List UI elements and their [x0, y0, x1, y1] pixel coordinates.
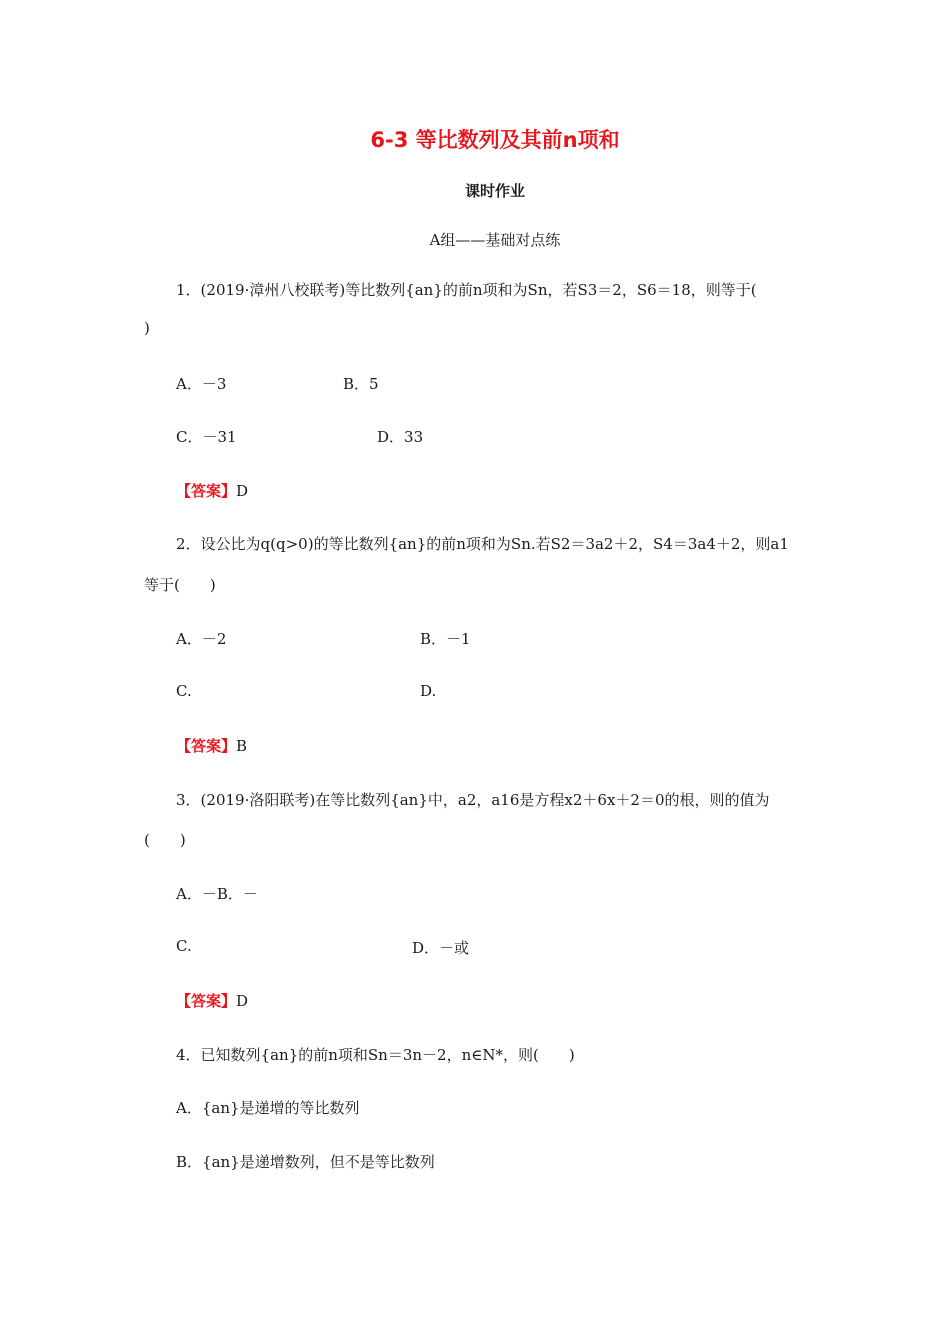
group-heading: A组——基础对点练	[429, 231, 561, 249]
q1-answer	[176, 480, 248, 501]
q1-option-a: A．－3	[176, 375, 227, 393]
answer-label: 【答案】	[176, 737, 237, 755]
q3-stem: 3．(2019·洛阳联考)在等比数列{an}中，a2，a16是方程x2＋6x＋2＝0的根，则的值为	[176, 791, 770, 809]
page-title: 6-3 等比数列及其前n项和	[370, 128, 620, 152]
q1-stem: 1．(2019·漳州八校联考)等比数列{an}的前n项和为Sn，若S3＝2，S6＝18，则等于(	[176, 281, 757, 299]
q2-stem-cont: 等于( )	[144, 576, 216, 594]
q2-stem: 2．设公比为q(q>0)的等比数列{an}的前n项和为Sn.若S2＝3a2＋2，S4＝3a4＋2，则a1	[176, 535, 789, 553]
q2-option-b: B．－1	[420, 630, 471, 648]
q1-stem-cont: )	[144, 319, 150, 337]
answer-label: 【答案】	[176, 482, 237, 500]
answer-label: 【答案】	[176, 992, 237, 1010]
q4-stem: 4．已知数列{an}的前n项和Sn＝3n－2，n∈N*，则( )	[176, 1046, 575, 1064]
q3-option-d: D．－或	[412, 939, 470, 957]
q2-option-c: C.	[176, 682, 192, 700]
q3-answer-value: D	[236, 992, 249, 1010]
q2-option-d: D.	[420, 682, 437, 700]
q4-option-b: B．{an}是递增数列，但不是等比数列	[176, 1153, 435, 1171]
q2-answer	[176, 735, 247, 756]
q1-option-d: D．33	[377, 428, 424, 446]
q2-answer-value: B	[236, 737, 248, 755]
q3-answer	[176, 990, 248, 1011]
q2-option-a: A．－2	[176, 630, 227, 648]
q3-option-ab: A．－B．－	[176, 885, 258, 903]
q3-option-c: C.	[176, 937, 192, 955]
q1-option-b: B．5	[343, 375, 379, 393]
q1-option-c: C．－31	[176, 428, 237, 446]
section-subtitle: 课时作业	[464, 182, 525, 200]
q1-answer-value: D	[236, 482, 249, 500]
q3-stem-cont: ( )	[144, 831, 186, 849]
q4-option-a: A．{an}是递增的等比数列	[176, 1099, 360, 1117]
